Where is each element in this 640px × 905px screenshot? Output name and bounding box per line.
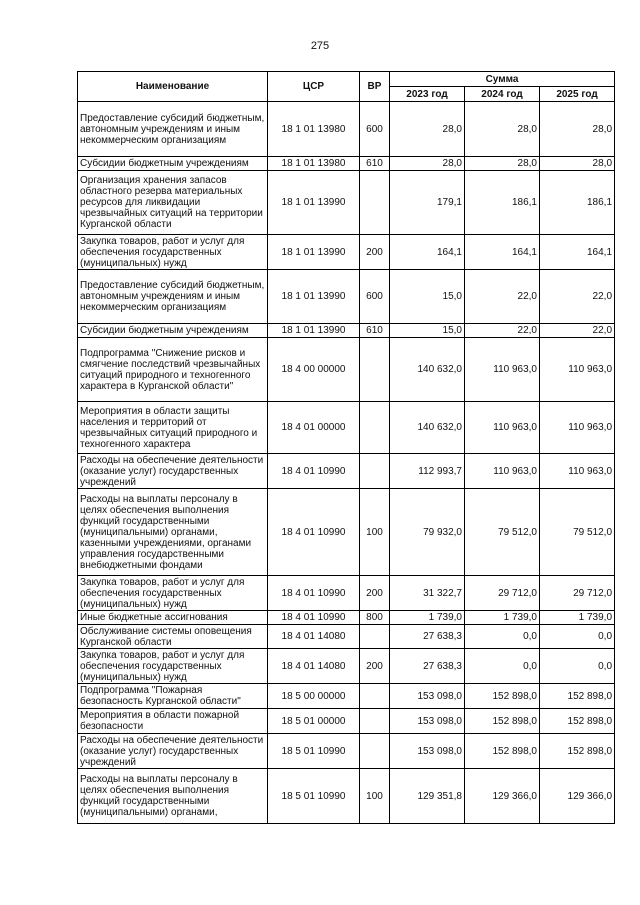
row-name: Закупка товаров, работ и услуг для обеспечения государственных (муниципальных) нужд: [78, 576, 268, 611]
row-vr: [360, 402, 390, 454]
row-sum-2023: 179,1: [390, 171, 465, 235]
row-vr: 600: [360, 270, 390, 324]
row-sum-2025: 129 366,0: [540, 769, 615, 824]
row-csr: 18 5 00 00000: [268, 684, 360, 709]
table-row: [78, 402, 615, 454]
row-sum-2024: 186,1: [465, 171, 540, 235]
table-row: [78, 489, 615, 576]
row-vr: [360, 734, 390, 769]
row-sum-2024: 152 898,0: [465, 709, 540, 734]
row-sum-2025: 164,1: [540, 235, 615, 270]
row-csr: 18 4 01 00000: [268, 402, 360, 454]
row-vr: [360, 709, 390, 734]
table-row: [78, 709, 615, 734]
row-sum-2025: 22,0: [540, 324, 615, 338]
row-name: Подпрограмма "Пожарная безопасность Курганской области": [78, 684, 268, 709]
row-sum-2023: 27 638,3: [390, 625, 465, 649]
row-sum-2025: 110 963,0: [540, 454, 615, 489]
row-sum-2023: 79 932,0: [390, 489, 465, 576]
row-sum-2025: 22,0: [540, 270, 615, 324]
row-name: Закупка товаров, работ и услуг для обеспечения государственных (муниципальных) нужд: [78, 235, 268, 270]
row-name: Предоставление субсидий бюджетным, автономным учреждениям и иным некоммерческим организациям: [78, 102, 268, 157]
row-csr: 18 1 01 13990: [268, 235, 360, 270]
row-sum-2025: 0,0: [540, 649, 615, 684]
row-sum-2023: 112 993,7: [390, 454, 465, 489]
table-row: [78, 576, 615, 611]
header-2025: 2025 год: [540, 87, 615, 102]
row-sum-2025: 28,0: [540, 102, 615, 157]
row-csr: 18 1 01 13980: [268, 157, 360, 171]
row-csr: 18 5 01 00000: [268, 709, 360, 734]
row-sum-2025: 152 898,0: [540, 734, 615, 769]
row-vr: 610: [360, 324, 390, 338]
row-vr: 200: [360, 235, 390, 270]
row-sum-2025: 152 898,0: [540, 709, 615, 734]
row-name: Организация хранения запасов областного резерва материальных ресурсов для ликвидации чрезвычайных ситуаций на территории Курганской области: [78, 171, 268, 235]
header-name: Наименование: [78, 72, 268, 102]
row-csr: 18 4 01 10990: [268, 576, 360, 611]
row-csr: 18 5 01 10990: [268, 734, 360, 769]
row-csr: 18 1 01 13990: [268, 171, 360, 235]
row-sum-2024: 152 898,0: [465, 684, 540, 709]
header-row: [78, 72, 615, 87]
row-name: Расходы на выплаты персоналу в целях обеспечения выполнения функций государственными (муниципальными) органами, казенными учреждениями, органами управления государственными внебюджетными фондами: [78, 489, 268, 576]
row-name: Мероприятия в области пожарной безопасности: [78, 709, 268, 734]
table-row: [78, 235, 615, 270]
row-sum-2024: 0,0: [465, 649, 540, 684]
header-csr: ЦСР: [268, 72, 360, 102]
row-csr: 18 4 01 10990: [268, 489, 360, 576]
row-sum-2025: 152 898,0: [540, 684, 615, 709]
row-vr: [360, 338, 390, 402]
row-name: Мероприятия в области защиты населения и территорий от чрезвычайных ситуаций природного и техногенного характера: [78, 402, 268, 454]
row-vr: [360, 684, 390, 709]
row-csr: 18 1 01 13990: [268, 270, 360, 324]
row-vr: [360, 171, 390, 235]
row-csr: 18 1 01 13990: [268, 324, 360, 338]
row-name: Расходы на выплаты персоналу в целях обеспечения выполнения функций государственными (муниципальными) органами,: [78, 769, 268, 824]
header-vr: ВР: [360, 72, 390, 102]
row-sum-2023: 129 351,8: [390, 769, 465, 824]
row-name: Иные бюджетные ассигнования: [78, 611, 268, 625]
row-name: Субсидии бюджетным учреждениям: [78, 324, 268, 338]
row-name: Обслуживание системы оповещения Курганской области: [78, 625, 268, 649]
row-sum-2023: 31 322,7: [390, 576, 465, 611]
row-sum-2024: 110 963,0: [465, 454, 540, 489]
row-sum-2023: 140 632,0: [390, 338, 465, 402]
row-sum-2024: 110 963,0: [465, 402, 540, 454]
row-vr: 800: [360, 611, 390, 625]
row-sum-2025: 79 512,0: [540, 489, 615, 576]
row-sum-2025: 110 963,0: [540, 338, 615, 402]
table-row: [78, 684, 615, 709]
row-sum-2023: 15,0: [390, 324, 465, 338]
row-sum-2024: 164,1: [465, 235, 540, 270]
row-sum-2024: 79 512,0: [465, 489, 540, 576]
row-sum-2024: 28,0: [465, 157, 540, 171]
row-csr: 18 4 01 14080: [268, 649, 360, 684]
row-sum-2024: 110 963,0: [465, 338, 540, 402]
table-row: [78, 324, 615, 338]
budget-table: [77, 71, 615, 824]
row-vr: 100: [360, 769, 390, 824]
row-csr: 18 4 00 00000: [268, 338, 360, 402]
row-csr: 18 1 01 13980: [268, 102, 360, 157]
row-sum-2023: 153 098,0: [390, 734, 465, 769]
row-vr: 610: [360, 157, 390, 171]
row-sum-2025: 29 712,0: [540, 576, 615, 611]
row-vr: 100: [360, 489, 390, 576]
row-sum-2023: 140 632,0: [390, 402, 465, 454]
table-row: [78, 171, 615, 235]
row-sum-2025: 186,1: [540, 171, 615, 235]
row-sum-2023: 27 638,3: [390, 649, 465, 684]
table-row: [78, 611, 615, 625]
row-name: Предоставление субсидий бюджетным, автономным учреждениям и иным некоммерческим организациям: [78, 270, 268, 324]
row-name: Расходы на обеспечение деятельности (оказание услуг) государственных учреждений: [78, 734, 268, 769]
row-csr: 18 5 01 10990: [268, 769, 360, 824]
table-row: [78, 734, 615, 769]
table-row: [78, 102, 615, 157]
table-row: [78, 625, 615, 649]
table-row: [78, 769, 615, 824]
row-sum-2024: 152 898,0: [465, 734, 540, 769]
row-sum-2024: 129 366,0: [465, 769, 540, 824]
row-name: Подпрограмма "Снижение рисков и смягчение последствий чрезвычайных ситуаций природного и техногенного характера в Курганской области": [78, 338, 268, 402]
row-sum-2024: 22,0: [465, 270, 540, 324]
row-name: Расходы на обеспечение деятельности (оказание услуг) государственных учреждений: [78, 454, 268, 489]
row-sum-2025: 1 739,0: [540, 611, 615, 625]
table-row: [78, 454, 615, 489]
row-sum-2023: 1 739,0: [390, 611, 465, 625]
table-row: [78, 649, 615, 684]
row-sum-2025: 0,0: [540, 625, 615, 649]
row-sum-2024: 28,0: [465, 102, 540, 157]
row-sum-2024: 22,0: [465, 324, 540, 338]
row-sum-2025: 28,0: [540, 157, 615, 171]
row-vr: [360, 454, 390, 489]
table-row: [78, 338, 615, 402]
row-sum-2023: 164,1: [390, 235, 465, 270]
row-vr: 600: [360, 102, 390, 157]
row-csr: 18 4 01 10990: [268, 454, 360, 489]
row-sum-2024: 29 712,0: [465, 576, 540, 611]
header-2023: 2023 год: [390, 87, 465, 102]
row-sum-2023: 15,0: [390, 270, 465, 324]
page-number: 275: [310, 40, 330, 52]
row-sum-2024: 1 739,0: [465, 611, 540, 625]
row-name: Закупка товаров, работ и услуг для обеспечения государственных (муниципальных) нужд: [78, 649, 268, 684]
row-vr: 200: [360, 576, 390, 611]
row-vr: 200: [360, 649, 390, 684]
row-name: Субсидии бюджетным учреждениям: [78, 157, 268, 171]
row-sum-2023: 28,0: [390, 102, 465, 157]
table-row: [78, 157, 615, 171]
row-sum-2023: 153 098,0: [390, 684, 465, 709]
header-2024: 2024 год: [465, 87, 540, 102]
row-vr: [360, 625, 390, 649]
table-body: [78, 102, 615, 824]
header-sum: Сумма: [390, 72, 615, 87]
row-sum-2023: 153 098,0: [390, 709, 465, 734]
table-row: [78, 270, 615, 324]
row-sum-2023: 28,0: [390, 157, 465, 171]
row-sum-2024: 0,0: [465, 625, 540, 649]
row-csr: 18 4 01 10990: [268, 611, 360, 625]
row-csr: 18 4 01 14080: [268, 625, 360, 649]
row-sum-2025: 110 963,0: [540, 402, 615, 454]
